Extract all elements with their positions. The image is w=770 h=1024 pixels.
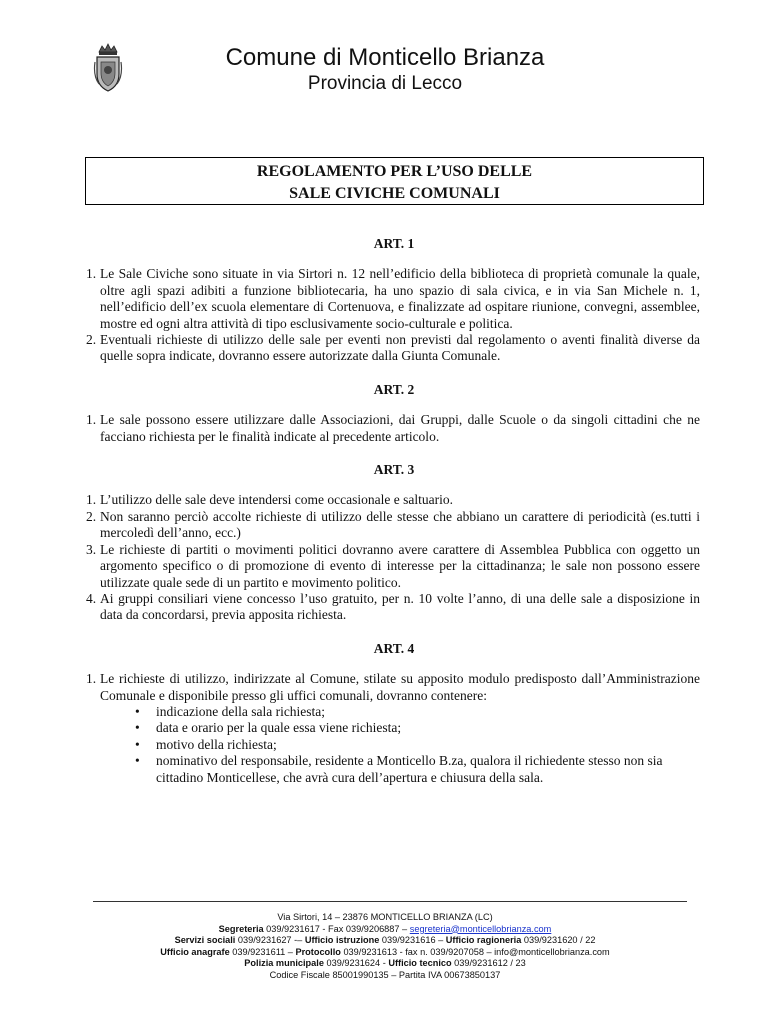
item-text: Le Sale Civiche sono situate in via Sirtori n. 12 nell’edificio della biblioteca di proprietà comunale la quale, oltre agli spazi adibiti a funzione bibliotecaria, ha uno spazio di sala civica, e in via San Michele n. 1, nell’edificio dell’ex scuola elementare di Cortenuova, e finalizzate ad ospitare riunione, convegni, assemblee, mostre ed ogni altra attività di tipo esclusivamente socio-culturale e politica. <box>100 266 700 331</box>
item-text: Non saranno perciò accolte richieste di utilizzo delle stesse che abbiano un carattere di periodicità (es.tutti i mercoledì dell’anno, ecc.) <box>100 508 700 541</box>
item-number: 2. <box>86 332 97 348</box>
article-item <box>88 266 700 332</box>
article-4-items <box>88 671 700 786</box>
segreteria-email-link[interactable]: segreteria@monticellobrianza.com <box>409 923 552 934</box>
footer-line-segreteria: Segreteria 039/9231617 - Fax 039/9206887 – segreteria@monticellobrianza.com <box>218 923 552 934</box>
item-text: Le richieste di partiti o movimenti politici dovranno avere carattere di Assemblea Pubblica con oggetto un argomento specifico o di promozione di evento di interesse per la cittadinanza; le sale non possono essere utilizzate quale sede di un partito e movimento politico. <box>100 541 700 590</box>
item-number: 2. <box>86 508 97 524</box>
document-title-line-2: SALE CIVICHE COMUNALI <box>289 185 500 202</box>
article-item <box>88 492 700 508</box>
item-number: 1. <box>86 412 97 428</box>
article-1-items <box>88 266 700 364</box>
item-number: 1. <box>86 671 97 687</box>
article-2-items <box>88 412 700 445</box>
footer-line-anagrafe: Ufficio anagrafe 039/9231611 – Protocollo 039/9231613 - fax n. 039/9207058 – info@monticellobrianza.com <box>160 946 610 957</box>
article-heading: ART. 2 <box>373 381 415 397</box>
item-number: 1. <box>86 266 97 282</box>
list-item: • motivo della richiesta; <box>135 736 277 752</box>
article-3-items <box>88 492 700 623</box>
document-title-box <box>85 157 704 205</box>
document-body <box>88 236 700 786</box>
request-requirements-list <box>135 704 700 786</box>
article-heading: ART. 1 <box>373 236 415 251</box>
item-number: 4. <box>86 590 97 606</box>
bullet-icon: • <box>135 720 140 736</box>
bullet-icon: • <box>135 703 140 719</box>
article-heading: ART. 4 <box>373 640 415 656</box>
article-item <box>88 412 700 445</box>
bullet-icon: • <box>135 736 140 752</box>
article-item <box>88 671 700 704</box>
footer-divider <box>93 901 687 902</box>
bullet-icon: • <box>135 753 140 769</box>
list-item: • nominativo del responsabile, residente a Monticello B.za, qualora il richiedente stesso non sia cittadino Monticellese, che avrà cura dell’apertura e chiusura della sala. <box>135 753 663 785</box>
province-name: Provincia di Lecco <box>307 73 463 94</box>
document-title-line-1: REGOLAMENTO PER L’USO DELLE <box>256 163 533 180</box>
article-item <box>88 542 700 591</box>
list-item: • data e orario per la quale essa viene richiesta; <box>135 720 402 736</box>
item-text: Le sale possono essere utilizzare dalle Associazioni, dai Gruppi, dalle Scuole o da singoli cittadini che ne facciano richiesta per le finalità indicate al precedente articolo. <box>100 412 700 444</box>
article-item <box>88 509 700 542</box>
item-text: Eventuali richieste di utilizzo delle sale per eventi non previsti dal regolamento o aventi finalità diverse da quelle sopra indicate, dovranno essere autorizzate dalla Giunta Comunale. <box>100 332 700 364</box>
footer-address: Via Sirtori, 14 – 23876 MONTICELLO BRIANZA (LC) <box>277 912 493 922</box>
footer-line-polizia: Polizia municipale 039/9231624 - Ufficio tecnico 039/9231612 / 23 <box>244 958 526 969</box>
page-footer <box>0 912 770 982</box>
item-text: Ai gruppi consiliari viene concesso l’uso gratuito, per n. 10 volte l’anno, di una delle sale a disposizione in data da concordarsi, previa apposita richiesta. <box>100 590 700 623</box>
article-item <box>88 332 700 365</box>
list-item: • indicazione della sala richiesta; <box>135 703 326 719</box>
article-item <box>88 591 700 624</box>
municipality-name: Comune di Monticello Brianza <box>225 44 545 71</box>
item-number: 1. <box>86 492 97 508</box>
item-text: L’utilizzo delle sale deve intendersi come occasionale e saltuario. <box>100 492 453 508</box>
footer-line-offices: Servizi sociali 039/9231627 -– Ufficio istruzione 039/9231616 – Ufficio ragioneria 039/9231620 / 22 <box>174 935 596 946</box>
item-number: 3. <box>86 541 97 557</box>
footer-fiscal-code: Codice Fiscale 85001990135 – Partita IVA 00673850137 <box>269 969 501 980</box>
article-heading: ART. 3 <box>373 462 415 478</box>
item-text: Le richieste di utilizzo, indirizzate al Comune, stilate su apposito modulo predisposto dall’Amministrazione Comunale e disponibile presso gli uffici comunali, dovranno contenere: <box>100 671 700 703</box>
